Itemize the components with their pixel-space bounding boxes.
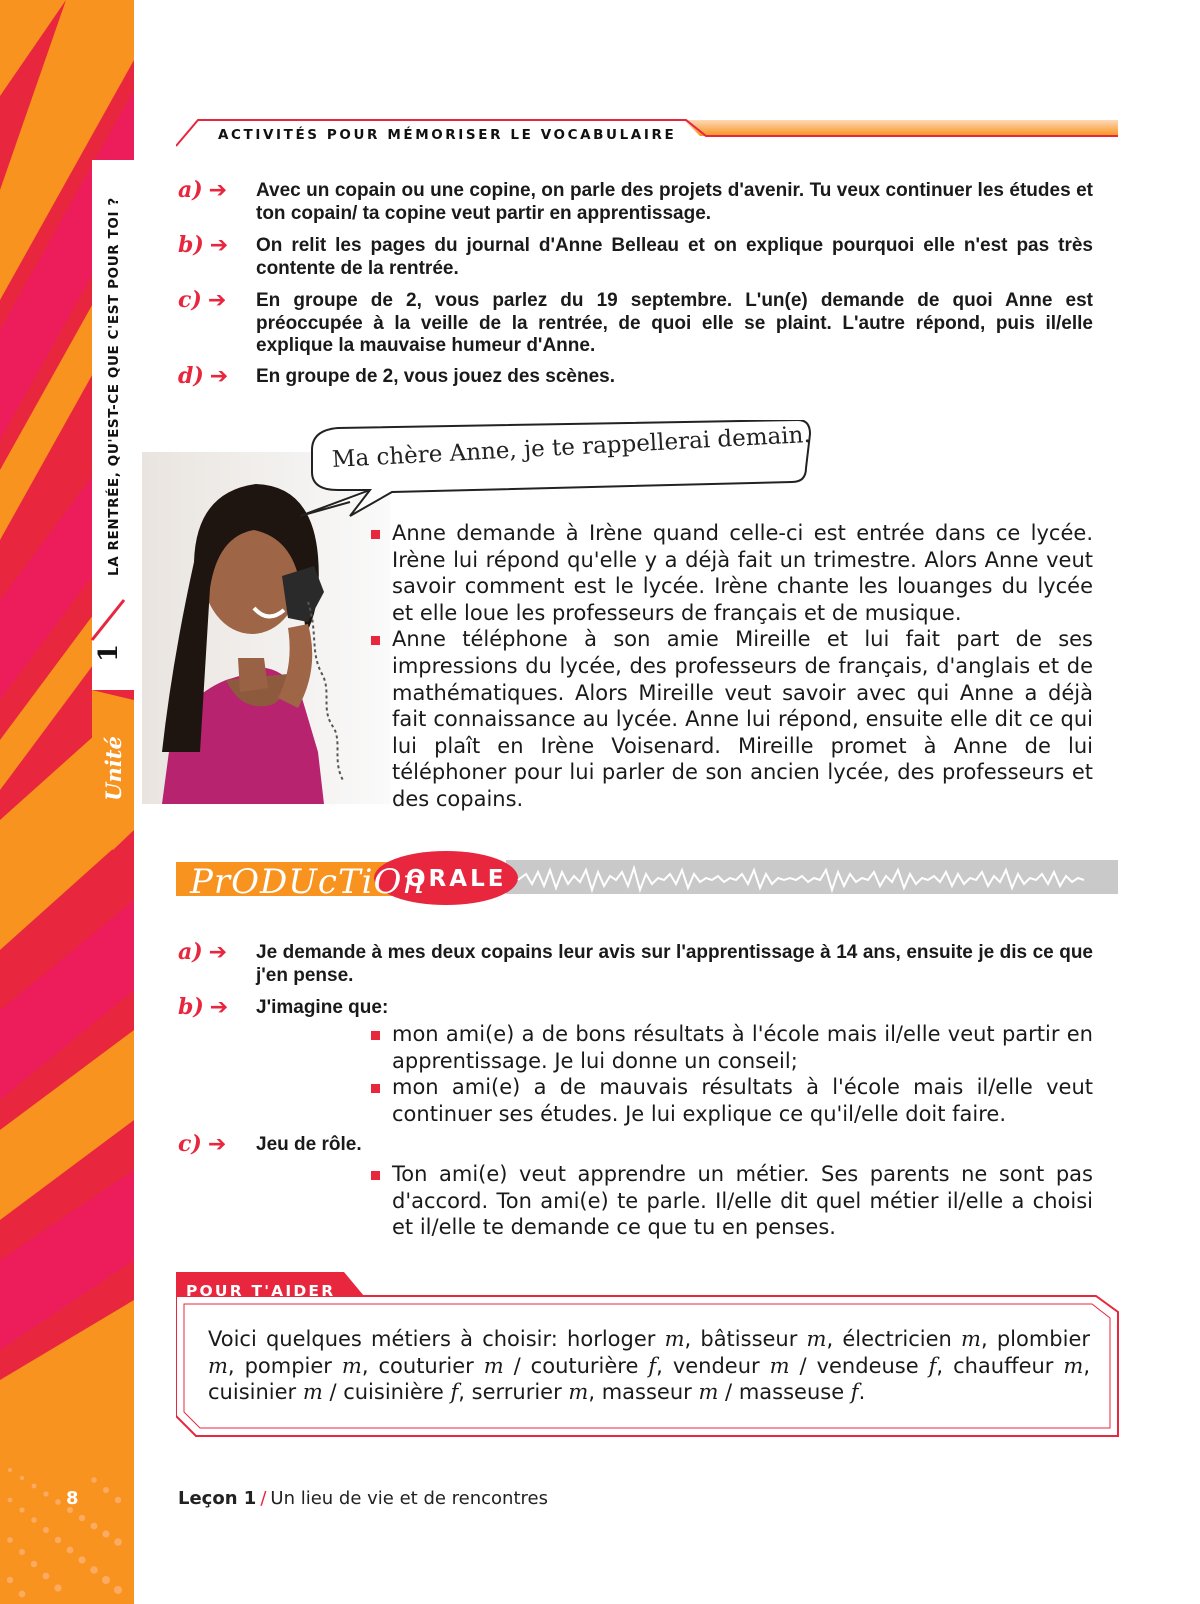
activity-letter [178, 177, 227, 203]
footer-separator: / [260, 1488, 267, 1509]
job-gender: f [850, 1380, 859, 1405]
production-a [178, 939, 1093, 987]
activity-text: Avec un copain ou une copine, on parle des projets d'avenir. Tu veux continuer les études et ton copain/ ta copine veut partir en apprentissage. [256, 180, 1093, 224]
activity-letter [178, 232, 228, 258]
job-gender: f [450, 1380, 459, 1405]
job-gender: f [928, 1353, 937, 1378]
job-word: serrurier [471, 1380, 569, 1405]
job-word: couturière [530, 1353, 649, 1378]
activity-text: J'imagine que: [256, 997, 389, 1018]
banner-title-production: PrODUcTiOn [190, 862, 426, 902]
footer-title: Un lieu de vie et de rencontres [270, 1488, 548, 1509]
arrow-icon: ➔ [207, 288, 227, 313]
help-intro: Voici quelques métiers à choisir: [208, 1327, 558, 1351]
production-c [178, 1131, 1093, 1157]
job-word: cuisinier [208, 1380, 303, 1405]
activity-a [178, 177, 1093, 225]
banner-title-orale: ORALE [406, 866, 507, 892]
arrow-icon: ➔ [208, 178, 228, 203]
job-gender: m [769, 1353, 790, 1378]
job-gender: m [806, 1327, 827, 1351]
activity-letter [178, 939, 227, 965]
activity-c [178, 287, 1093, 358]
job-gender: m [483, 1353, 504, 1378]
job-word: plombier [996, 1327, 1091, 1351]
footer-lesson: Leçon 1 [178, 1488, 257, 1509]
activity-d [178, 363, 1093, 389]
footer [178, 1488, 548, 1509]
activity-text: En groupe de 2, vous jouez des scènes. [256, 366, 615, 387]
job-gender: m [568, 1380, 589, 1405]
side-title: LA RENTRÉE, QU'EST-CE QUE C'EST POUR TOI ? [106, 197, 122, 576]
job-word: bâtisseur [700, 1327, 807, 1351]
activity-text: Je demande à mes deux copains leur avis sur l'apprentissage à 14 ans, ensuite je dis ce que j'en pense. [256, 942, 1093, 986]
activity-b [178, 232, 1093, 280]
unit-number: 1 [94, 643, 125, 663]
list-item: mon ami(e) a de mauvais résultats à l'école mais il/elle veut continuer ses études. Je lui explique ce qu'il/elle doit faire. [370, 1074, 1093, 1127]
unit-label-text: Unité [100, 735, 126, 801]
unit-label [92, 722, 134, 814]
job-gender: m [664, 1327, 685, 1351]
arrow-icon: ➔ [209, 233, 229, 258]
list-item: Anne demande à Irène quand celle-ci est entrée dans ce lycée. Irène lui répond qu'elle y a déjà fait un trimestre. Alors Anne veut savoir comment est le lycée. Irène chante les louanges du lycée et elle loue les professeurs de français et de musique. [370, 520, 1093, 626]
activity-letter-text: a) [178, 939, 203, 965]
job-word: horloger [567, 1327, 665, 1351]
section-label: ACTIVITÉS POUR MÉMORISER LE VOCABULAIRE [218, 127, 677, 143]
job-gender: f [648, 1353, 657, 1378]
job-gender: m [698, 1380, 719, 1405]
list-item: mon ami(e) a de bons résultats à l'école mais il/elle veut partir en apprentissage. Je lui donne un conseil; [370, 1021, 1093, 1074]
activity-text: Jeu de rôle. [256, 1134, 362, 1155]
activity-text: On relit les pages du journal d'Anne Belleau et on explique pourquoi elle n'est pas très contente de la rentrée. [256, 235, 1093, 279]
production-b-list [370, 1021, 1093, 1127]
job-word: pompier [244, 1353, 342, 1378]
help-box-text [208, 1326, 1090, 1406]
arrow-icon: ➔ [209, 995, 229, 1020]
job-gender: m [341, 1353, 362, 1378]
arrow-icon: ➔ [208, 940, 228, 965]
speech-bubble-text: Ma chère Anne, je te rappellerai demain. [331, 421, 812, 473]
job-word: masseur [601, 1380, 699, 1405]
production-b [178, 994, 1093, 1020]
activity-letter-text: c) [178, 1131, 202, 1157]
activity-letter-text: d) [178, 363, 204, 389]
job-gender: m [961, 1327, 981, 1351]
help-box-title: POUR T'AIDER [186, 1282, 336, 1300]
activity-letter-text: a) [178, 177, 203, 203]
activity-letter-text: b) [178, 994, 204, 1020]
activity-letter [178, 994, 228, 1020]
list-item: Ton ami(e) veut apprendre un métier. Ses parents ne sont pas d'accord. Ton ami(e) te parle. Il/elle dit quel métier il/elle a choisi et il/elle te demande ce que tu en penses. [370, 1161, 1093, 1241]
activity-letter [178, 287, 226, 313]
scene-list [370, 520, 1093, 813]
activity-text: En groupe de 2, vous parlez du 19 septembre. L'un(e) demande de quoi Anne est préoccupée à la veille de la rentrée, de quoi elle se plaint. L'autre répond, puis il/elle explique la mauvaise humeur d'Anne. [256, 290, 1093, 356]
job-word: cuisinière [343, 1380, 451, 1405]
arrow-icon: ➔ [207, 1132, 227, 1157]
job-gender: m [1063, 1353, 1084, 1378]
job-word: vendeur [672, 1353, 770, 1378]
activity-letter [178, 363, 228, 389]
job-word: masseuse [738, 1380, 851, 1405]
arrow-icon: ➔ [209, 364, 229, 389]
job-word: chauffeur [953, 1353, 1064, 1378]
job-gender: m [302, 1380, 323, 1405]
activity-letter [178, 1131, 226, 1157]
jobs-list: horloger m, bâtisseur m, électricien m, plombier m, pompier m, couturier m / couturière f, vendeur m / vendeuse f, chauffeur m, cuisinier m / cuisinière f, serrurier m, masseur m / masseuse f. [208, 1327, 1091, 1405]
job-gender: m [208, 1353, 228, 1378]
activity-letter-text: b) [178, 232, 204, 258]
page-number: 8 [66, 1488, 79, 1509]
list-item: Anne téléphone à son amie Mireille et lui fait part de ses impressions du lycée, des professeurs de français, d'anglais et de mathématiques. Alors Mireille veut savoir avec qui Anne a déjà fait connaissance au lycée. Anne lui répond, ensuite elle dit ce qui lui plaît en Irène Voisenard. Mireille promet à Anne de lui téléphoner pour lui parler de son ancien lycée, des professeurs et des copains. [370, 626, 1093, 812]
production-c-list [370, 1161, 1093, 1241]
activity-letter-text: c) [178, 287, 202, 313]
job-word: vendeuse [816, 1353, 929, 1378]
job-word: couturier [378, 1353, 484, 1378]
job-word: électricien [842, 1327, 962, 1351]
